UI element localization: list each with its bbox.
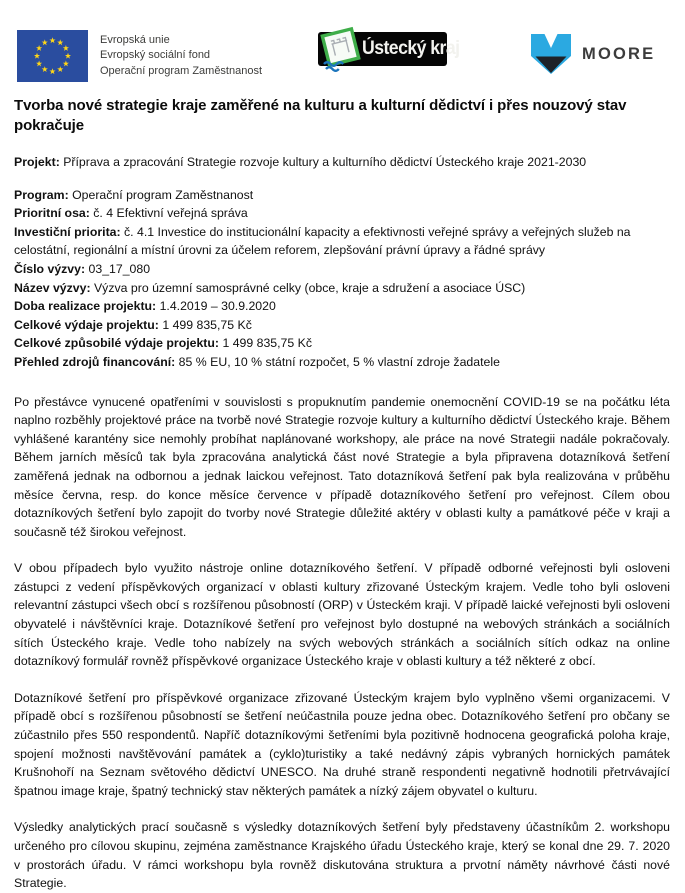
moore-logo-label: MOORE	[582, 44, 656, 63]
detail-value: 1.4.2019 – 30.9.2020	[159, 299, 276, 314]
detail-label: Projekt:	[14, 155, 60, 169]
eu-logo-line-3: Operační program Zaměstnanost	[100, 64, 263, 77]
detail-value: 1 499 835,75 Kč	[162, 317, 252, 332]
detail-row-zdroje-financovani	[14, 353, 670, 372]
eu-esf-logo	[17, 30, 262, 82]
detail-value: Operační program Zaměstnanost	[72, 187, 254, 202]
page-title: Tvorba nové strategie kraje zaměřené na kulturu a kulturní dědictví i přes nouzový stav pokračuje	[14, 97, 627, 134]
detail-label: Program:	[14, 187, 69, 202]
detail-label: Název výzvy:	[14, 280, 91, 295]
eu-flag-icon	[17, 30, 88, 82]
detail-value: 03_17_080	[88, 261, 151, 276]
detail-value: 1 499 835,75 Kč	[222, 336, 313, 351]
ustecky-kraj-emblem-icon	[318, 25, 366, 75]
detail-row-doba-realizace	[14, 297, 670, 316]
detail-row-projekt	[14, 153, 670, 172]
ustecky-kraj-logo-label: Ústecký kraj	[362, 38, 460, 59]
ustecky-kraj-logo	[318, 32, 460, 66]
detail-value: 85 % EU, 10 % státní rozpočet, 5 % vlastní zdroje žadatele	[178, 354, 500, 369]
detail-value: Příprava a zpracování Strategie rozvoje kultury a kulturního dědictví Ústeckého kraje 2021-2030	[63, 155, 587, 169]
detail-row-zpusobile-vydaje	[14, 334, 670, 353]
paragraph-1: Po přestávce vynucené opatřeními v souvislosti s propuknutím pandemie onemocnění COVID-19 se na počátku léta naplno rozběhly projektové práce na tvorbě nové Strategie rozvoje kultury a kulturního dědictví Ústeckého kraje. Během vyhlášené karantény sice nemohly probíhat naplánované workshopy, ale práce na nové Strategii nadále pokračovaly. Během jarních měsíců tak byla zpracována analytická část nové Strategie a byla připravena dotazníková šetření zaměřená jednak na odbornou a jednak laickou veřejnost. Tato dotazníková šetření pak byla realizována v průběhu měsíce června, resp. do konce měsíce července v případě dotazníkového šetření pro veřejnost. Cílem obou dotazníkových šetření bylo zapojit do tvorby nové Strategie důležité aktéry v oblasti kulty a památkové péče v kraji a současně též širokou veřejnost.	[14, 394, 670, 539]
eu-logo-line-2: Evropský sociální fond	[100, 49, 211, 62]
moore-m-icon	[531, 34, 571, 74]
detail-label: Celkové výdaje projektu:	[14, 317, 159, 332]
detail-value: č. 4 Efektivní veřejná správa	[93, 206, 248, 221]
detail-row-celkove-vydaje	[14, 316, 670, 335]
paragraph-4: Výsledky analytických prací současně s výsledky dotazníkových šetření byly představeny účastníkům 2. workshopu určeného pro cílovou skupinu, zejména zaměstnance Krajského úřadu Ústeckého kraje, který se konal dne 29. 7. 2020 v prostorách úřadu. V rámci workshopu byla rovněž diskutována struktura a prvotní náměty návrhové části nové Strategie.	[14, 820, 670, 891]
detail-label: Celkové způsobilé výdaje projektu:	[14, 336, 220, 351]
detail-label: Investiční priorita:	[14, 224, 121, 239]
detail-row-investicni-priorita	[14, 223, 670, 260]
moore-logo	[531, 34, 655, 74]
paragraph-3: Dotazníkové šetření pro příspěvkové organizace zřizované Ústeckým krajem bylo vyplněno všemi organizacemi. V případě obcí s rozšířenou působností se šetření neúčastnila pouze jedna obec. Dotazníkového šetření pro občany se zúčastnilo přes 550 respondentů. Napříč dotazníkovými šetřeními byla pozitivně hodnocena geografická poloha kraje, spojení možnosti navštěvování památek a (cyklo)turistiky a také nedávný zápis vybraných hornických památek Krušnohoří na Seznam světového dědictví UNESCO. Na druhé straně respondenti negativně hodnotili přetrvávající špatnou image kraje, špatný technický stav některých památek a nízký zájem obyvatel o kulturu.	[14, 690, 670, 798]
detail-row-nazev-vyzvy	[14, 279, 670, 298]
detail-row-cislo-vyzvy	[14, 260, 670, 279]
detail-label: Číslo výzvy:	[14, 261, 86, 276]
detail-value: č. 4.1 Investice do institucionální kapacity a efektivnosti veřejné správy a veřejných služeb na celostátní, regionální a místní úrovni za účelem reforem, zlepšování právní úpravy a řádné správy	[14, 224, 631, 258]
paragraph-2: V obou případech bylo využito nástroje online dotazníkového šetření. V případě odborné veřejnosti byli osloveni zástupci z vedení příspěvkových organizací v oblasti kultury zřizované Ústeckým krajem. Vedle toho byli osloveni relevantní zástupci všech obcí s rozšířenou působností (ORP) v Ústeckém kraji. V případě laické veřejnosti byli osloveni obyvatelé i návštěvníci kraje. Dotazníkové šetření pro veřejnost bylo dostupné na webových stránkách a sociálních sítích Ústeckého kraje. Vedle toho nabízely na svých webových stránkách a sociálních sítích odkaz na online dotazníkový formulář rovněž příspěvkové organizace Ústeckého kraje v oblasti kultury a též některé z obcí.	[14, 561, 670, 669]
detail-value: Výzva pro územní samosprávné celky (obce, kraje a sdružení a asociace ÚSC)	[93, 280, 526, 295]
eu-logo-text	[100, 33, 262, 80]
detail-label: Doba realizace projektu:	[14, 299, 157, 314]
detail-label: Přehled zdrojů financování:	[14, 354, 176, 369]
article-body	[14, 393, 670, 893]
project-details	[0, 186, 685, 372]
eu-logo-line-1: Evropská unie	[100, 33, 170, 46]
detail-row-prioritni-osa	[14, 204, 670, 223]
detail-row-program	[14, 186, 670, 205]
logo-header	[0, 0, 685, 96]
detail-label: Prioritní osa:	[14, 206, 90, 221]
